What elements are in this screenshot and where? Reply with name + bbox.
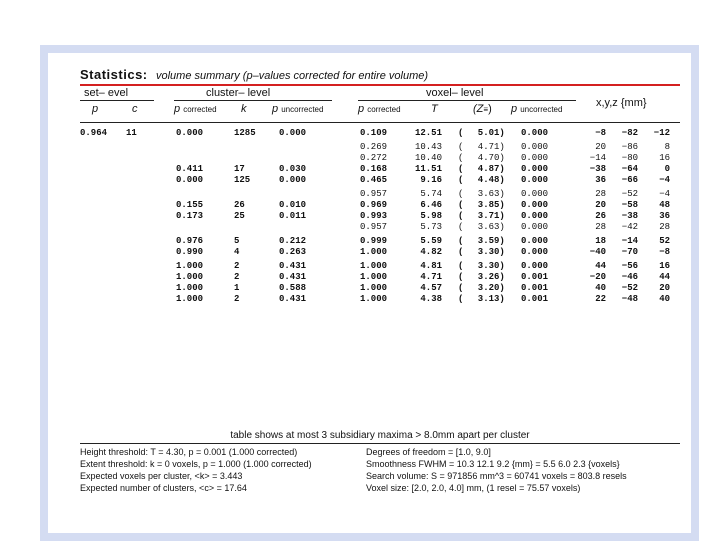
cluster-p-uncorrected: 0.263 [279, 247, 307, 257]
set-rule [80, 100, 154, 101]
coord-y: −52 [621, 189, 638, 199]
voxel-p-uncorrected: 0.000 [521, 142, 549, 152]
col-cluster-p-uncorrected: p uncorrected [272, 103, 324, 115]
coord-y: −66 [621, 175, 638, 185]
coord-z: 16 [659, 261, 670, 271]
voxel-z: ( 4.71) [458, 142, 505, 152]
cluster-k: 4 [234, 247, 240, 257]
col-voxel-p-uncorrected: p uncorrected [511, 103, 563, 115]
voxel-t: 9.16 [420, 175, 442, 185]
voxel-z: ( 3.26) [458, 272, 505, 282]
coord-z: −12 [653, 128, 670, 138]
cluster-p-uncorrected: 0.431 [279, 261, 307, 271]
coord-y: −42 [621, 222, 638, 232]
voxel-z: ( 3.63) [458, 222, 505, 232]
coord-y: −58 [621, 200, 638, 210]
voxel-t: 11.51 [414, 164, 442, 174]
voxel-z: ( 4.70) [458, 153, 505, 163]
table-note: table shows at most 3 subsidiary maxima > 8.0mm apart per cluster [230, 430, 530, 441]
voxel-p-uncorrected: 0.000 [521, 200, 549, 210]
cluster-p-corrected: 1.000 [176, 283, 204, 293]
cluster-p-uncorrected: 0.431 [279, 294, 307, 304]
header-rule [80, 122, 680, 123]
set-p-value: 0.964 [80, 128, 108, 138]
footer-left [80, 446, 312, 494]
cluster-k: 1285 [234, 128, 256, 138]
cluster-p-uncorrected: 0.000 [279, 175, 307, 185]
col-voxel-z: (Z≡) [473, 103, 492, 115]
col-set-c: c [132, 103, 138, 115]
coord-z: −4 [659, 175, 670, 185]
coord-x: 26 [595, 211, 606, 221]
voxel-p-corrected: 1.000 [360, 294, 388, 304]
col-set-p: p [92, 103, 99, 115]
voxel-p-uncorrected: 0.000 [521, 128, 549, 138]
coord-y: −70 [621, 247, 638, 257]
cluster-k: 2 [234, 294, 240, 304]
voxel-p-corrected: 0.109 [360, 128, 388, 138]
voxel-z: ( 5.01) [458, 128, 505, 138]
voxel-t: 5.73 [420, 222, 442, 232]
coord-z: 0 [664, 164, 670, 174]
coord-x: −38 [589, 164, 606, 174]
voxel-p-corrected: 1.000 [360, 261, 388, 271]
voxel-p-corrected: 0.269 [360, 142, 388, 152]
voxel-size: Voxel size: [2.0, 2.0, 4.0] mm, (1 resel = 75.57 voxels) [366, 483, 581, 493]
voxel-t: 4.38 [420, 294, 442, 304]
cluster-k: 25 [234, 211, 245, 221]
voxel-p-uncorrected: 0.000 [521, 175, 549, 185]
coord-y: −46 [621, 272, 638, 282]
voxel-p-uncorrected: 0.001 [521, 294, 549, 304]
col-voxel-t: T [431, 103, 438, 115]
extent-threshold: Extent threshold: k = 0 voxels, p = 1.000 (1.000 corrected) [80, 459, 312, 469]
voxel-z: ( 4.48) [458, 175, 505, 185]
title: Statistics: [80, 67, 148, 82]
cluster-p-uncorrected: 0.000 [279, 128, 307, 138]
voxel-t: 5.74 [420, 189, 442, 199]
cluster-k: 2 [234, 272, 240, 282]
voxel-p-corrected: 0.465 [360, 175, 388, 185]
cluster-p-corrected: 0.411 [176, 164, 204, 174]
voxel-p-corrected: 0.999 [360, 236, 388, 246]
coord-y: −38 [621, 211, 638, 221]
voxel-t: 10.43 [414, 142, 442, 152]
cluster-p-uncorrected: 0.010 [279, 200, 307, 210]
cluster-p-uncorrected: 0.212 [279, 236, 307, 246]
voxel-t: 4.81 [420, 261, 442, 271]
voxel-t: 10.40 [414, 153, 442, 163]
coord-z: 48 [659, 200, 670, 210]
coord-x: 22 [595, 294, 606, 304]
coord-x: −40 [589, 247, 606, 257]
voxel-rule [358, 100, 576, 101]
cluster-p-corrected: 0.173 [176, 211, 204, 221]
voxel-p-corrected: 0.969 [360, 200, 388, 210]
cluster-p-corrected: 0.155 [176, 200, 204, 210]
expected-clusters: Expected number of clusters, <c> = 17.64 [80, 483, 247, 493]
coord-z: 16 [659, 153, 670, 163]
voxel-p-corrected: 1.000 [360, 247, 388, 257]
cluster-p-corrected: 1.000 [176, 294, 204, 304]
coord-x: 36 [595, 175, 606, 185]
cluster-k: 5 [234, 236, 240, 246]
cluster-p-corrected: 0.000 [176, 175, 204, 185]
voxel-p-corrected: 0.957 [360, 189, 388, 199]
cluster-p-corrected: 0.976 [176, 236, 204, 246]
smoothness: Smoothness FWHM = 10.3 12.1 9.2 {mm} = 5.5 6.0 2.3 {voxels} [366, 459, 620, 469]
cluster-k: 2 [234, 261, 240, 271]
voxel-p-uncorrected: 0.000 [521, 153, 549, 163]
coord-x: −8 [595, 128, 606, 138]
voxel-t: 6.46 [420, 200, 442, 210]
coord-y: −82 [621, 128, 638, 138]
footer-right [366, 446, 627, 494]
cluster-rule [174, 100, 332, 101]
cluster-k: 125 [234, 175, 251, 185]
voxel-z: ( 4.87) [458, 164, 505, 174]
voxel-z: ( 3.85) [458, 200, 505, 210]
search-volume: Search volume: S = 971856 mm^3 = 60741 voxels = 803.8 resels [366, 471, 627, 481]
voxel-p-corrected: 0.168 [360, 164, 388, 174]
col-voxel-p-corrected: p corrected [358, 103, 401, 115]
footer-rule [80, 443, 680, 444]
group-xyz: x,y,z {mm} [596, 97, 647, 109]
title-rule [80, 84, 680, 86]
cluster-p-corrected: 0.000 [176, 128, 204, 138]
voxel-p-corrected: 0.272 [360, 153, 388, 163]
coord-y: −64 [621, 164, 638, 174]
voxel-t: 5.98 [420, 211, 442, 221]
coord-y: −52 [621, 283, 638, 293]
degrees-of-freedom: Degrees of freedom = [1.0, 9.0] [366, 447, 491, 457]
slide-frame [40, 45, 699, 541]
col-cluster-k: k [241, 103, 247, 115]
coord-y: −14 [621, 236, 638, 246]
coord-z: 44 [659, 272, 670, 282]
cluster-p-uncorrected: 0.011 [279, 211, 307, 221]
coord-x: 20 [595, 142, 606, 152]
coord-y: −86 [621, 142, 638, 152]
coord-x: 20 [595, 200, 606, 210]
cluster-k: 17 [234, 164, 245, 174]
coord-x: 18 [595, 236, 606, 246]
group-voxel: voxel– level [426, 87, 484, 99]
voxel-p-uncorrected: 0.000 [521, 247, 549, 257]
voxel-p-corrected: 1.000 [360, 283, 388, 293]
height-threshold: Height threshold: T = 4.30, p = 0.001 (1.000 corrected) [80, 447, 298, 457]
coord-z: 52 [659, 236, 670, 246]
coord-y: −48 [621, 294, 638, 304]
expected-voxels: Expected voxels per cluster, <k> = 3.443 [80, 471, 243, 481]
voxel-z: ( 3.13) [458, 294, 505, 304]
coord-z: 20 [659, 283, 670, 293]
coord-x: 44 [595, 261, 606, 271]
voxel-z: ( 3.30) [458, 261, 505, 271]
coord-y: −80 [621, 153, 638, 163]
coord-z: 36 [659, 211, 670, 221]
cluster-p-uncorrected: 0.588 [279, 283, 307, 293]
voxel-z: ( 3.71) [458, 211, 505, 221]
voxel-p-uncorrected: 0.000 [521, 261, 549, 271]
set-c-value: 11 [126, 128, 137, 138]
subtitle: volume summary (p–values corrected for entire volume) [156, 70, 429, 82]
coord-x: −14 [589, 153, 606, 163]
voxel-p-uncorrected: 0.001 [521, 272, 549, 282]
voxel-z: ( 3.20) [458, 283, 505, 293]
voxel-t: 5.59 [420, 236, 442, 246]
voxel-p-uncorrected: 0.000 [521, 189, 549, 199]
coord-x: 40 [595, 283, 606, 293]
voxel-p-uncorrected: 0.000 [521, 211, 549, 221]
voxel-z: ( 3.59) [458, 236, 505, 246]
coord-z: 8 [664, 142, 670, 152]
coord-z: −8 [659, 247, 670, 257]
cluster-p-corrected: 0.990 [176, 247, 204, 257]
coord-z: −4 [659, 189, 670, 199]
col-cluster-p-corrected: p corrected [174, 103, 217, 115]
coord-z: 40 [659, 294, 670, 304]
group-set: set– evel [84, 87, 129, 99]
coord-x: 28 [595, 222, 606, 232]
voxel-p-uncorrected: 0.000 [521, 236, 549, 246]
cluster-p-uncorrected: 0.030 [279, 164, 307, 174]
voxel-p-corrected: 1.000 [360, 272, 388, 282]
cluster-k: 1 [234, 283, 240, 293]
voxel-p-uncorrected: 0.000 [521, 222, 549, 232]
group-cluster: cluster– level [206, 87, 271, 99]
cluster-p-corrected: 1.000 [176, 261, 204, 271]
voxel-t: 4.71 [420, 272, 442, 282]
voxel-t: 12.51 [414, 128, 442, 138]
cluster-k: 26 [234, 200, 245, 210]
voxel-p-corrected: 0.993 [360, 211, 388, 221]
voxel-t: 4.57 [420, 283, 442, 293]
coord-z: 28 [659, 222, 670, 232]
voxel-p-corrected: 0.957 [360, 222, 388, 232]
voxel-z: ( 3.63) [458, 189, 505, 199]
cluster-p-corrected: 1.000 [176, 272, 204, 282]
coord-y: −56 [621, 261, 638, 271]
cluster-p-uncorrected: 0.431 [279, 272, 307, 282]
voxel-p-uncorrected: 0.000 [521, 164, 549, 174]
voxel-t: 4.82 [420, 247, 442, 257]
coord-x: 28 [595, 189, 606, 199]
voxel-z: ( 3.30) [458, 247, 505, 257]
voxel-p-uncorrected: 0.001 [521, 283, 549, 293]
coord-x: −20 [589, 272, 606, 282]
